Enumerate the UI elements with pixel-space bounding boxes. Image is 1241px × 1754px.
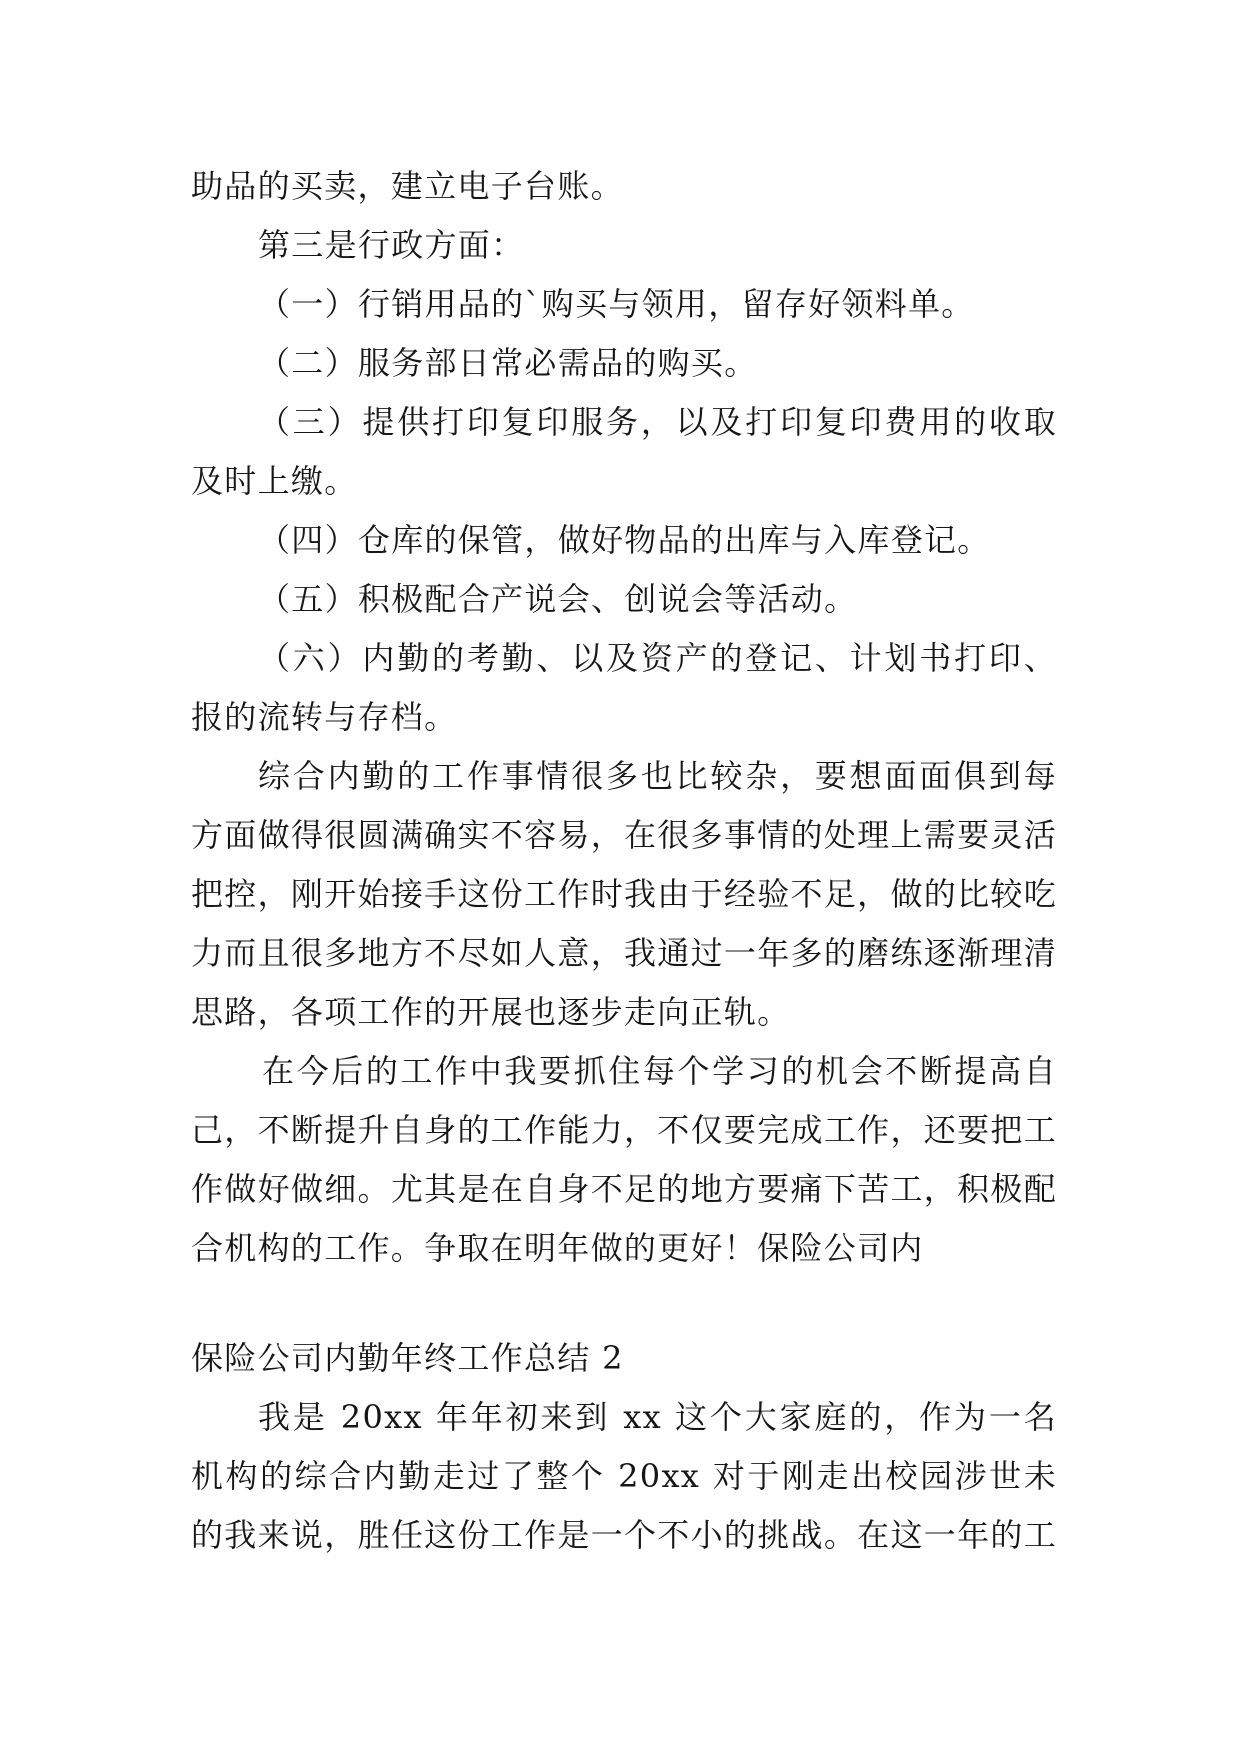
text-line: 把控，刚开始接手这份工作时我由于经验不足，做的比较吃 — [191, 875, 1057, 913]
text-line: 方面做得很圆满确实不容易，在很多事情的处理上需要灵活 — [191, 816, 1057, 854]
paragraph — [191, 157, 1057, 216]
paragraph — [191, 747, 1057, 1042]
paragraph — [191, 1388, 1057, 1565]
text-line: （一）行销用品的`购买与领用，留存好领料单。 — [258, 285, 975, 323]
text-line: （五）积极配合产说会、创说会等活动。 — [258, 580, 858, 618]
paragraph — [191, 216, 1057, 275]
paragraph — [191, 511, 1057, 570]
text-line: 我是 20xx 年年初来到 xx 这个大家庭的，作为一名 — [258, 1398, 1057, 1436]
text-line: 作做好做细。尤其是在自身不足的地方要痛下苦工，积极配 — [191, 1170, 1057, 1208]
paragraph — [191, 570, 1057, 629]
text-line: 的我来说，胜任这份工作是一个不小的挑战。在这一年的工 — [191, 1516, 1057, 1554]
paragraph — [191, 334, 1057, 393]
document-body — [191, 157, 1057, 1565]
paragraph — [191, 1042, 1057, 1278]
text-line: 在今后的工作中我要抓住每个学习的机会不断提高自 — [262, 1052, 1057, 1090]
text-line: 合机构的工作。争取在明年做的更好！保险公司内 — [191, 1229, 924, 1267]
text-line: 报的流转与存档。 — [191, 698, 458, 736]
text-line: （四）仓库的保管，做好物品的出库与入库登记。 — [258, 521, 991, 559]
text-line: 己，不断提升自身的工作能力，不仅要完成工作，还要把工 — [191, 1111, 1057, 1149]
paragraph — [191, 275, 1057, 334]
text-line: 机构的综合内勤走过了整个 20xx 对于刚走出校园涉世未 — [191, 1457, 1057, 1495]
paragraph — [191, 393, 1057, 511]
paragraph — [191, 629, 1057, 747]
text-line: 及时上缴。 — [191, 462, 358, 500]
text-line: 力而且很多地方不尽如人意，我通过一年多的磨练逐渐理清 — [191, 934, 1057, 972]
text-line: 思路，各项工作的开展也逐步走向正轨。 — [191, 993, 791, 1031]
section-heading: 保险公司内勤年终工作总结 2 — [191, 1339, 624, 1377]
text-line: 第三是行政方面： — [258, 226, 525, 264]
text-line: （三）提供打印复印服务，以及打印复印费用的收取 — [258, 403, 1057, 441]
text-line: 助品的买卖，建立电子台账。 — [191, 167, 624, 205]
text-line: 综合内勤的工作事情很多也比较杂，要想面面俱到每 — [258, 757, 1057, 795]
text-line: （六）内勤的考勤、以及资产的登记、计划书打印、 — [258, 639, 1057, 677]
text-line: （二）服务部日常必需品的购买。 — [258, 344, 758, 382]
